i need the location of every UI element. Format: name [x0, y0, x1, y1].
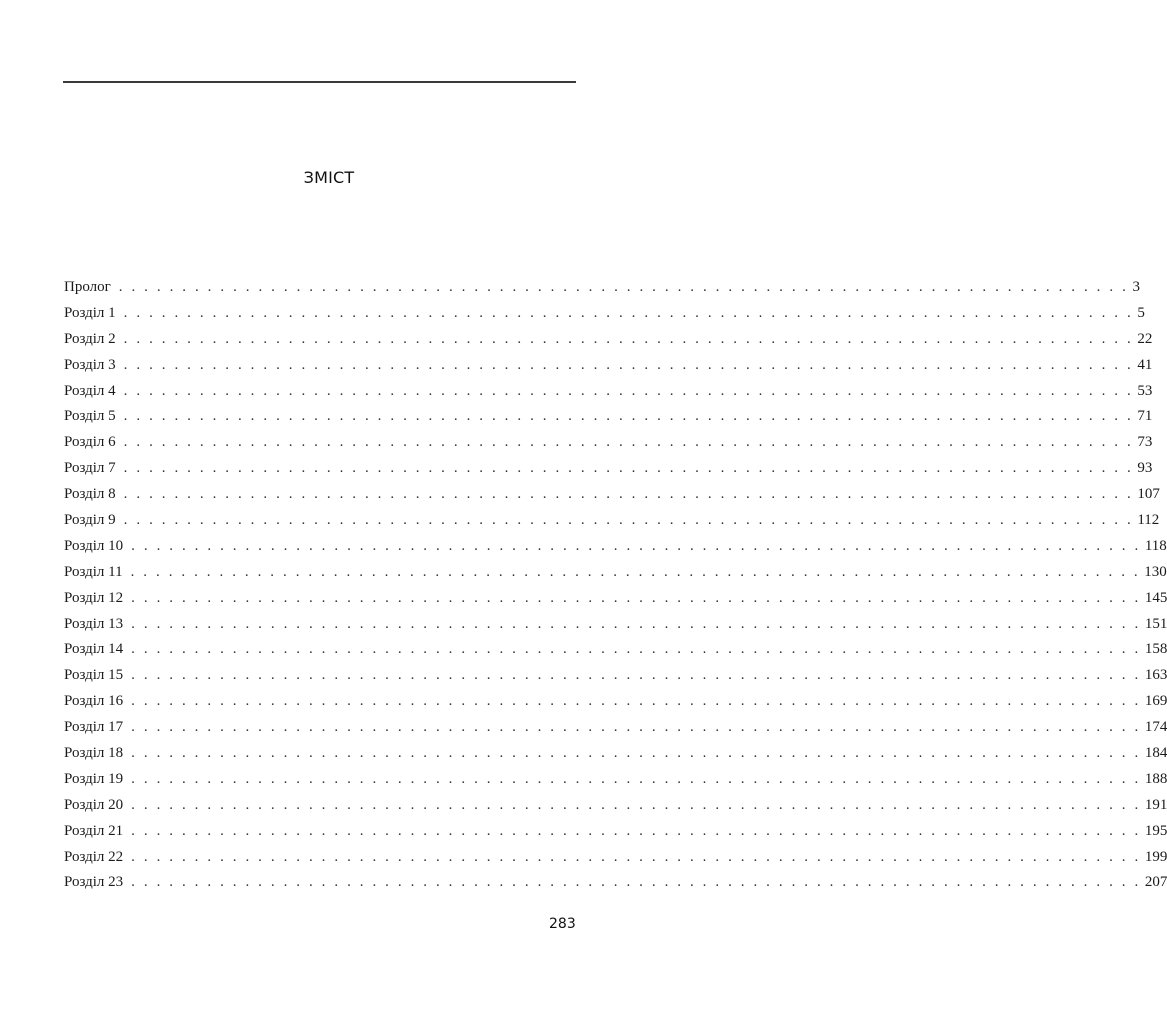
toc-entry-title: Розділ 1 — [64, 304, 116, 321]
dot-leader: . . . . . . . . . . . . . . . . . . . . . . . . . . . . . . . . . . . . . . . . . . . . . . . . . . . . . . . . . . . . . . . . . . . . . . . . . . . . . . . . — [131, 641, 1141, 658]
toc-entry-page: 174 — [1144, 719, 1167, 736]
toc-entry-page: 169 — [1144, 693, 1167, 710]
toc-entry-page: 184 — [1144, 745, 1167, 762]
toc-entry-title: Розділ 6 — [64, 434, 116, 451]
toc-entry — [64, 846, 1167, 872]
toc-entry — [64, 431, 1153, 457]
dot-leader: . . . . . . . . . . . . . . . . . . . . . . . . . . . . . . . . . . . . . . . . . . . . . . . . . . . . . . . . . . . . . . . . . . . . . . . . . . . . . . . . — [131, 874, 1141, 891]
dot-leader: . . . . . . . . . . . . . . . . . . . . . . . . . . . . . . . . . . . . . . . . . . . . . . . . . . . . . . . . . . . . . . . . . . . . . . . . . . . . . . . . — [123, 434, 1134, 451]
toc-entry-title: Розділ 19 — [64, 770, 124, 787]
toc-entry-title: Розділ 11 — [64, 563, 123, 580]
dot-leader: . . . . . . . . . . . . . . . . . . . . . . . . . . . . . . . . . . . . . . . . . . . . . . . . . . . . . . . . . . . . . . . . . . . . . . . . . . . . . . . . — [131, 615, 1141, 632]
toc-entry — [64, 276, 1140, 302]
header-rule — [63, 81, 576, 83]
dot-leader: . . . . . . . . . . . . . . . . . . . . . . . . . . . . . . . . . . . . . . . . . . . . . . . . . . . . . . . . . . . . . . . . . . . . . . . . . . . . . . . . — [130, 563, 1141, 580]
toc-entry — [64, 768, 1167, 794]
toc-entry — [64, 328, 1153, 354]
toc-entry-page: 130 — [1144, 563, 1167, 580]
toc-entry — [64, 690, 1167, 716]
toc-entry-title: Розділ 22 — [64, 848, 124, 865]
toc-entry-page: 188 — [1144, 770, 1167, 787]
toc-entry — [64, 380, 1153, 406]
toc-entry — [64, 302, 1145, 328]
toc-entry — [64, 742, 1167, 768]
dot-leader: . . . . . . . . . . . . . . . . . . . . . . . . . . . . . . . . . . . . . . . . . . . . . . . . . . . . . . . . . . . . . . . . . . . . . . . . . . . . . . . . — [123, 512, 1134, 529]
toc-entry-title: Розділ 13 — [64, 615, 124, 632]
toc-entry-title: Пролог — [64, 279, 111, 295]
toc-entry-title: Розділ 3 — [64, 356, 116, 373]
page-title: ЗМІСТ — [303, 168, 355, 187]
toc-entry — [64, 457, 1153, 483]
toc-entry — [64, 509, 1160, 535]
toc-entry-title: Розділ 10 — [64, 537, 124, 554]
dot-leader: . . . . . . . . . . . . . . . . . . . . . . . . . . . . . . . . . . . . . . . . . . . . . . . . . . . . . . . . . . . . . . . . . . . . . . . . . . . . . . . . — [123, 382, 1134, 399]
toc-entry-page: 151 — [1144, 615, 1167, 632]
toc-entry-title: Розділ 9 — [64, 512, 116, 529]
toc-entry-page: 41 — [1137, 356, 1153, 373]
toc-entry-title: Розділ 14 — [64, 641, 124, 658]
dot-leader: . . . . . . . . . . . . . . . . . . . . . . . . . . . . . . . . . . . . . . . . . . . . . . . . . . . . . . . . . . . . . . . . . . . . . . . . . . . . . . . . — [118, 279, 1129, 295]
dot-leader: . . . . . . . . . . . . . . . . . . . . . . . . . . . . . . . . . . . . . . . . . . . . . . . . . . . . . . . . . . . . . . . . . . . . . . . . . . . . . . . . — [131, 537, 1141, 554]
dot-leader: . . . . . . . . . . . . . . . . . . . . . . . . . . . . . . . . . . . . . . . . . . . . . . . . . . . . . . . . . . . . . . . . . . . . . . . . . . . . . . . . — [131, 667, 1141, 684]
toc-entry-page: 199 — [1144, 848, 1167, 865]
dot-leader: . . . . . . . . . . . . . . . . . . . . . . . . . . . . . . . . . . . . . . . . . . . . . . . . . . . . . . . . . . . . . . . . . . . . . . . . . . . . . . . . — [123, 486, 1134, 503]
toc-entry-title: Розділ 15 — [64, 667, 124, 684]
toc-entry-title: Розділ 2 — [64, 330, 116, 347]
dot-leader: . . . . . . . . . . . . . . . . . . . . . . . . . . . . . . . . . . . . . . . . . . . . . . . . . . . . . . . . . . . . . . . . . . . . . . . . . . . . . . . . — [123, 330, 1134, 347]
toc-entry — [64, 483, 1160, 509]
table-of-contents — [64, 276, 1167, 897]
dot-leader: . . . . . . . . . . . . . . . . . . . . . . . . . . . . . . . . . . . . . . . . . . . . . . . . . . . . . . . . . . . . . . . . . . . . . . . . . . . . . . . . — [131, 719, 1141, 736]
toc-entry — [64, 535, 1167, 561]
toc-entry — [64, 871, 1167, 897]
dot-leader: . . . . . . . . . . . . . . . . . . . . . . . . . . . . . . . . . . . . . . . . . . . . . . . . . . . . . . . . . . . . . . . . . . . . . . . . . . . . . . . . — [123, 408, 1134, 425]
dot-leader: . . . . . . . . . . . . . . . . . . . . . . . . . . . . . . . . . . . . . . . . . . . . . . . . . . . . . . . . . . . . . . . . . . . . . . . . . . . . . . . . — [123, 304, 1134, 321]
toc-entry-page: 118 — [1144, 537, 1167, 554]
toc-entry — [64, 716, 1167, 742]
dot-leader: . . . . . . . . . . . . . . . . . . . . . . . . . . . . . . . . . . . . . . . . . . . . . . . . . . . . . . . . . . . . . . . . . . . . . . . . . . . . . . . . — [131, 770, 1141, 787]
toc-entry-title: Розділ 17 — [64, 719, 124, 736]
toc-entry-page: 53 — [1137, 382, 1153, 399]
toc-entry — [64, 405, 1153, 431]
toc-entry-title: Розділ 4 — [64, 382, 116, 399]
dot-leader: . . . . . . . . . . . . . . . . . . . . . . . . . . . . . . . . . . . . . . . . . . . . . . . . . . . . . . . . . . . . . . . . . . . . . . . . . . . . . . . . — [123, 460, 1134, 477]
toc-entry-title: Розділ 8 — [64, 486, 116, 503]
toc-entry-page: 22 — [1137, 330, 1153, 347]
dot-leader: . . . . . . . . . . . . . . . . . . . . . . . . . . . . . . . . . . . . . . . . . . . . . . . . . . . . . . . . . . . . . . . . . . . . . . . . . . . . . . . . — [131, 745, 1141, 762]
toc-entry-page: 3 — [1132, 279, 1140, 295]
toc-entry-page: 107 — [1137, 486, 1160, 503]
toc-entry-page: 5 — [1137, 304, 1145, 321]
toc-entry-page: 191 — [1144, 796, 1167, 813]
toc-entry-page: 195 — [1144, 822, 1167, 839]
toc-entry — [64, 354, 1153, 380]
toc-entry — [64, 561, 1167, 587]
dot-leader: . . . . . . . . . . . . . . . . . . . . . . . . . . . . . . . . . . . . . . . . . . . . . . . . . . . . . . . . . . . . . . . . . . . . . . . . . . . . . . . . — [123, 356, 1134, 373]
toc-entry-page: 112 — [1137, 512, 1160, 529]
dot-leader: . . . . . . . . . . . . . . . . . . . . . . . . . . . . . . . . . . . . . . . . . . . . . . . . . . . . . . . . . . . . . . . . . . . . . . . . . . . . . . . . — [131, 589, 1141, 606]
toc-entry-title: Розділ 18 — [64, 745, 124, 762]
toc-entry-title: Розділ 16 — [64, 693, 124, 710]
toc-entry-page: 163 — [1144, 667, 1167, 684]
dot-leader: . . . . . . . . . . . . . . . . . . . . . . . . . . . . . . . . . . . . . . . . . . . . . . . . . . . . . . . . . . . . . . . . . . . . . . . . . . . . . . . . — [131, 693, 1141, 710]
toc-entry — [64, 820, 1167, 846]
toc-entry — [64, 587, 1167, 613]
toc-entry-page: 207 — [1144, 874, 1167, 891]
toc-entry — [64, 638, 1167, 664]
dot-leader: . . . . . . . . . . . . . . . . . . . . . . . . . . . . . . . . . . . . . . . . . . . . . . . . . . . . . . . . . . . . . . . . . . . . . . . . . . . . . . . . — [131, 848, 1141, 865]
toc-entry-title: Розділ 5 — [64, 408, 116, 425]
toc-entry-title: Розділ 23 — [64, 874, 124, 891]
toc-entry-title: Розділ 12 — [64, 589, 124, 606]
dot-leader: . . . . . . . . . . . . . . . . . . . . . . . . . . . . . . . . . . . . . . . . . . . . . . . . . . . . . . . . . . . . . . . . . . . . . . . . . . . . . . . . — [131, 822, 1141, 839]
toc-entry-page: 93 — [1137, 460, 1153, 477]
toc-entry-title: Розділ 21 — [64, 822, 124, 839]
toc-entry — [64, 794, 1167, 820]
page-number: 283 — [549, 916, 576, 932]
toc-entry — [64, 664, 1167, 690]
toc-entry — [64, 613, 1167, 639]
dot-leader: . . . . . . . . . . . . . . . . . . . . . . . . . . . . . . . . . . . . . . . . . . . . . . . . . . . . . . . . . . . . . . . . . . . . . . . . . . . . . . . . — [131, 796, 1141, 813]
toc-entry-page: 145 — [1144, 589, 1167, 606]
toc-entry-page: 73 — [1137, 434, 1153, 451]
toc-entry-page: 158 — [1144, 641, 1167, 658]
toc-entry-title: Розділ 7 — [64, 460, 116, 477]
toc-entry-page: 71 — [1137, 408, 1153, 425]
toc-entry-title: Розділ 20 — [64, 796, 124, 813]
